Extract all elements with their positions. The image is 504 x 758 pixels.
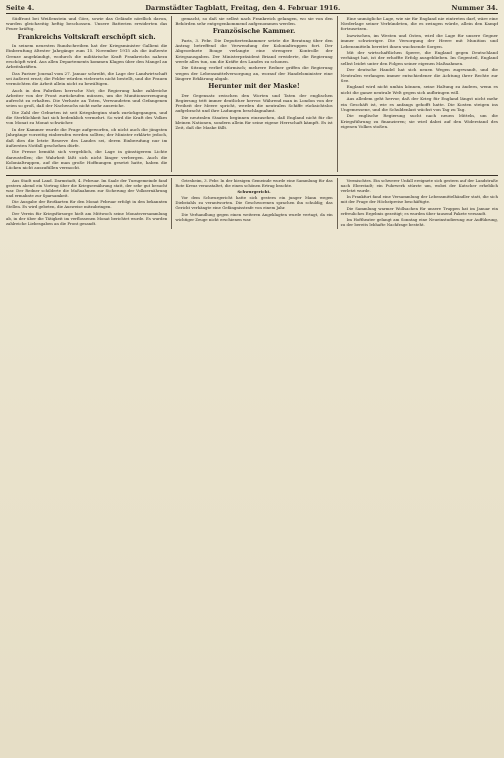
article-paragraph: Das Pariser Journal vom 27. Januar schreibt, die Lage der Landwirtschaft sei äußerst ernst; die Felder würden vielerorts nicht bestellt, und die Frauen vermöchten die Arbeit allein nicht zu bewältigen. — [6, 70, 168, 87]
article-paragraph: Eine unmögliche Lage, wie sie für England nie eintreten darf, wäre eine Niederlage seiner Verbündeten, die es zwingen würde, allein den Kampf fortzusetzen. — [340, 16, 498, 32]
lower-column-1 — [6, 178, 167, 229]
article-paragraph: Der Verein für Kriegsfürsorge hielt am Mittwoch seine Monatsversammlung ab, in der über die Tätigkeit im verflossenen Monat berichtet wurde. Es wurden zahlreiche Liebesgaben an die Front gesandt. — [6, 210, 168, 226]
article-paragraph: gemacht, so daß sie selbst nach Frankreich gelangen, wo sie von den Behörden sehr entgegenkommend aufgenommen werden. — [175, 16, 333, 27]
article-paragraph: Die englische Regierung sucht nach neuen Mitteln, um die Kriegsführung zu finanzieren; sie wird dabei auf den Widerstand des eigenen Volkes stoßen. — [340, 113, 498, 129]
newspaper-dateline: Darmstädter Tagblatt, Freitag, den 4. Februar 1916. — [145, 4, 341, 12]
article-paragraph: Der deutsche Handel hat sich neuen Wegen zugewandt, und die Neutralen verlangen immer entschiedener die Achtung ihrer Rechte zur See. — [340, 67, 498, 83]
article-paragraph: Mit der wirtschaftlichen Sperre, die England gegen Deutschland verhängt hat, ist der erhoffte Erfolg ausgeblieben. Im Gegenteil, England selbst leidet unter den Folgen seiner eigenen Maßnahmen. — [340, 50, 498, 66]
article-paragraph: Auch in den Fabriken herrsche Not; die Regierung habe zahlreiche Arbeiter von der Front zurückrufen müssen, um die Munitionserzeugung aufrecht zu erhalten. Die Verluste an Toten, Verwundeten und Gefangenen seien so groß, daß der Nachwuchs nicht mehr ausreiche. — [6, 87, 168, 109]
article-paragraph: Die Ausgabe der Brotkarten für den Monat Februar erfolgt in den bekannten Stellen. Es wird gebeten, die Ausweise mitzubringen. — [6, 199, 168, 210]
article-paragraph: Griesheim, 3. Febr. In der hiesigen Gemeinde wurde eine Sammlung für das Rote Kreuz veranstaltet, die einen schönen Ertrag brachte. — [175, 177, 333, 188]
page-label: Seite 4. — [6, 4, 35, 12]
article-paragraph: Vor dem Schwurgericht hatte sich gestern ein junger Mann wegen Diebstahls zu verantworten. Die Geschworenen sprachen ihn schuldig; das Gericht verhängte eine Gefängnisstrafe von einem Jahr. — [175, 195, 333, 211]
article-paragraph: In seinem neuesten Rundschreiben hat der Kriegsminister Gallieni die Einberufung ältester Jahrgänge zum 15. November 1915 als die äußerste Grenze angekündigt, wodurch die militärische Kraft Frankreichs nahezu erschöpft wird. Aus allen Departements kommen Klagen über den Mangel an Arbeitskräften. — [6, 43, 168, 69]
article-paragraph: Die Sitzung verlief stürmisch; mehrere Redner griffen die Regierung wegen der Lebensmittelversorgung an, worauf der Handelsminister eine längere Erklärung abgab. — [175, 65, 333, 81]
article-paragraph: England wird nicht umhin können, seine Haltung zu ändern, wenn es nicht die ganze neutrale Welt gegen sich aufbringen will. — [340, 84, 498, 95]
lower-columns — [6, 178, 498, 229]
column-3 — [337, 16, 498, 172]
article-paragraph: Südfront bei Weißenstein und Görz, sowie das Gelände nördlich davon, wurden gleichzeitig heftig beschossen. Unsere Batterien erwiderten das Feuer kräftig. — [6, 16, 168, 32]
column-1 — [6, 16, 167, 172]
article-paragraph: Im Hoftheater gelangt am Sonntag eine Neueinstudierung zur Aufführung, zu der bereits lebhafte Nachfrage besteht. — [340, 217, 498, 228]
upper-columns — [6, 16, 498, 172]
article-paragraph: Aus Stadt und Land. Darmstadt, 4. Februar. Im Saale der Turngemeinde fand gestern abend ein Vortrag über die Kriegsernährung statt, der sehr gut besucht war. Der Redner schilderte die Maßnahmen zur Sicherung der Volksernährung und ermahnte zur Sparsamkeit. — [6, 177, 168, 198]
lower-column-3 — [337, 178, 498, 229]
article-paragraph: Inzwischen, im Westen und Osten, wird die Lage für unsere Gegner immer schwieriger. Die Versorgung der Heere mit Munition und Lebensmitteln bereitet ihnen wachsende Sorgen. — [340, 33, 498, 49]
article-headline: Frankreichs Voltskraft erschöpft sich. — [17, 32, 156, 41]
article-paragraph: Paris, 3. Febr. Die Deputiertenkammer setzte die Beratung über den Antrag betreffend die Verwendung der Kolonialtruppen fort. Der Abgeordnete Bouge verlangte eine strengere Kontrolle der Kriegsausgaben. Der Ministerpräsident Briand erwiderte, die Regierung werde alles tun, um die Kräfte des Landes zu schonen. — [175, 37, 333, 64]
lower-column-2 — [171, 178, 332, 229]
masthead — [6, 4, 498, 14]
article-paragraph: In Frankfurt fand eine Versammlung der Lebensmittelhändler statt, die sich mit der Frage der Höchstpreise beschäftigte. — [340, 194, 498, 205]
article-headline: Französische Kammer. — [212, 27, 296, 36]
article-paragraph: Die Verhandlung gegen einen weiteren Angeklagten wurde vertagt, da ein wichtiger Zeuge nicht erschienen war. — [175, 211, 333, 222]
column-2 — [171, 16, 332, 172]
article-paragraph: Die Sammlung warmer Wollsachen für unsere Truppen hat im Januar ein erfreuliches Ergebnis gezeitigt; es wurden über tausend Pakete versandt. — [340, 205, 498, 216]
section-subheading: Schwurgericht. — [237, 189, 271, 195]
issue-number: Nummer 34. — [451, 4, 498, 12]
section-divider — [6, 175, 498, 176]
article-paragraph: In der Kammer wurde die Frage aufgeworfen, ob nicht auch die jüngsten Jahrgänge vorzeitig einberufen werden sollten; der Minister erklärte jedoch, daß dies die letzte Reserve des Landes sei, deren Einberufung nur im äußersten Notfall geschehen dürfe. — [6, 127, 168, 148]
article-paragraph: Aus alledem geht hervor, daß der Krieg für England längst nicht mehr ein Geschäft ist, wie es anfangs gehofft hatte. Die Kosten steigen ins Ungemessene, und die Schuldenlast wächst von Tag zu Tag. — [340, 96, 498, 112]
article-paragraph: Die Zahl der Geburten ist seit Kriegsbeginn stark zurückgegangen, und die Sterblichkeit hat sich bedenklich vermehrt. So wird die Kraft des Volkes von Monat zu Monat schwächer. — [6, 110, 168, 126]
article-paragraph: Die Presse bemüht sich vergeblich, die Lage in günstigerem Lichte darzustellen; die Wahrheit läßt sich nicht länger verbergen. Auch die Kolonialtruppen, auf die man große Hoffnungen gesetzt hatte, haben die Lücken nicht auszufüllen vermocht. — [6, 149, 168, 171]
article-paragraph: Der Gegensatz zwischen den Worten und Taten der englischen Regierung tritt immer deutlicher hervor. Während man in London von der Freiheit der Meere spricht, werden die neutralen Schiffe rücksichtslos aufgebracht und ihre Ladungen beschlagnahmt. — [175, 92, 333, 114]
article-headline: Herunter mit der Maske! — [208, 82, 300, 91]
article-paragraph: Vermischtes. Ein schwerer Unfall ereignete sich gestern auf der Landstraße nach Eberstadt; ein Fuhrwerk stürzte um, wobei der Kutscher erheblich verletzt wurde. — [340, 177, 498, 193]
article-paragraph: Die neutralen Staaten beginnen einzusehen, daß England nicht für die kleinen Nationen, sondern allein für seine eigene Herrschaft kämpft. Es ist Zeit, daß die Maske fällt. — [175, 114, 333, 131]
